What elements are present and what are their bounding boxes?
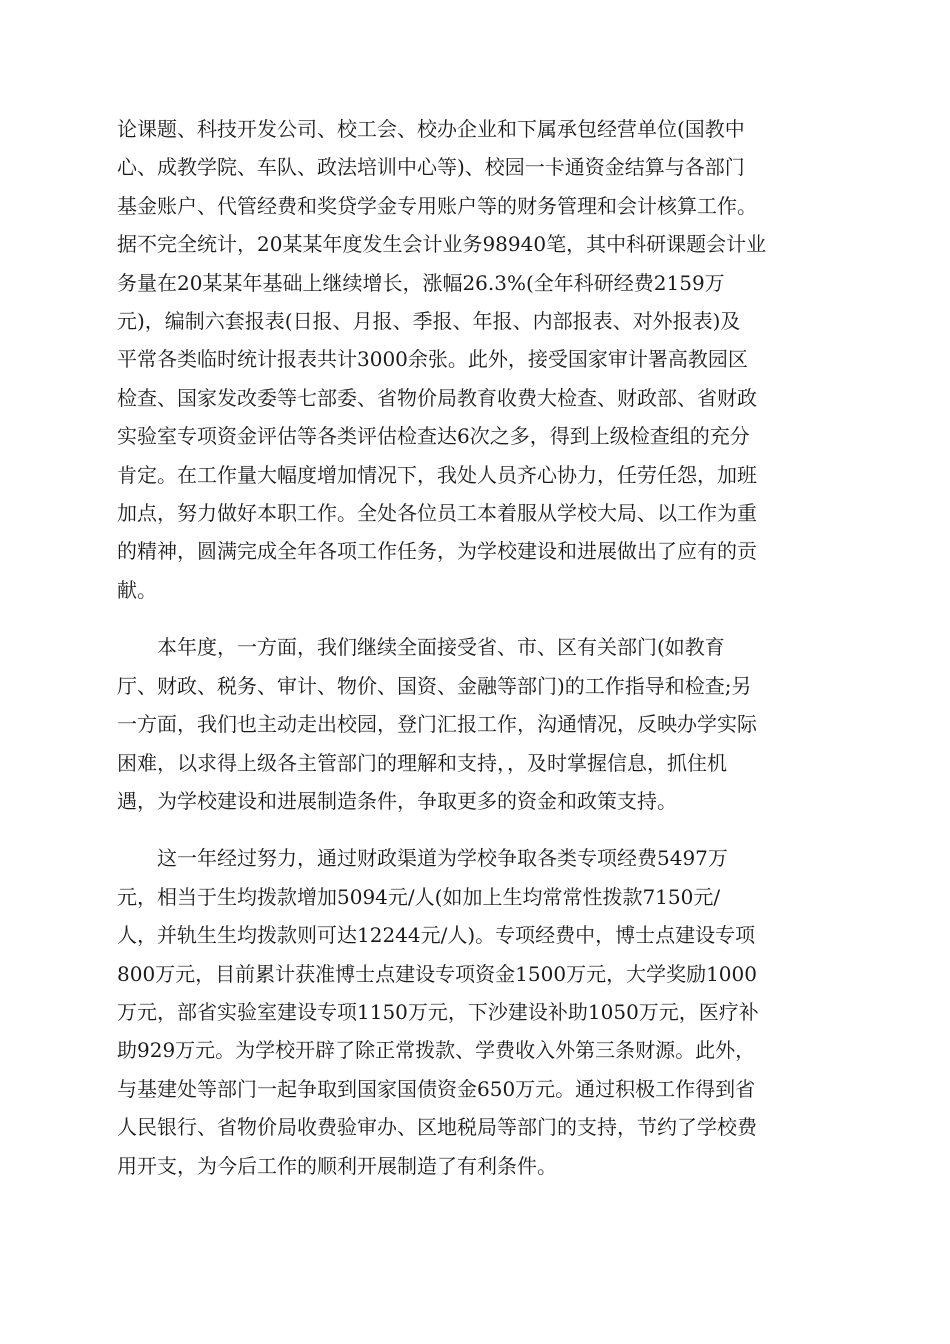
text-line: 元，相当于生均拨款增加5094元/人(如加上生均常常性拨款7150元/	[117, 884, 721, 909]
text-line: 遇，为学校建设和进展制造条件，争取更多的资金和政策支持。	[117, 788, 677, 813]
text-line: 务量在20某某年基础上继续增长，涨幅26.3%(全年科研经费2159万	[117, 270, 725, 295]
text-line: 论课题、科技开发公司、校工会、校办企业和下属承包经营单位(国教中	[117, 117, 745, 141]
text-line: 平常各类临时统计报表共计3000余张。此外，接受国家审计署高教园区	[117, 347, 748, 372]
text-line: 加点，努力做好本职工作。全处各位员工本着服从学校大局、以工作为重	[117, 501, 757, 526]
text-line: 献。	[117, 577, 157, 602]
paragraph-2	[117, 628, 833, 820]
text-line: 人民银行、省物价局收费验审办、区地税局等部门的支持，节约了学校费	[117, 1115, 757, 1140]
text-line: 元)，编制六套报表(日报、月报、季报、年报、内部报表、对外报表)及	[117, 309, 741, 334]
text-line: 助929万元。为学校开辟了除正常拨款、学费收入外第三条财源。此外，	[117, 1038, 756, 1063]
text-line: 实验室专项资金评估等各类评估检查达6次之多，得到上级检查组的充分	[117, 424, 750, 449]
text-line: 心、成教学院、车队、政法培训中心等)、校园一卡通资金结算与各部门	[117, 155, 745, 180]
text-line: 厅、财政、税务、审计、物价、国资、金融等部门)的工作指导和检查;另	[117, 673, 752, 698]
paragraph-3	[117, 839, 833, 1185]
text-line: 万元，部省实验室建设专项1150万元，下沙建设补助1050万元，医疗补	[117, 999, 759, 1024]
text-line: 800万元，目前累计获准博士点建设专项资金1500万元，大学奖励1000	[117, 961, 757, 986]
text-line: 困难，以求得上级各主管部门的理解和支持，，及时掌握信息，抓住机	[117, 750, 727, 775]
text-line: 基金账户、代管经费和奖贷学金专用账户等的财务管理和会计核算工作。	[117, 193, 757, 218]
text-line: 人，并轨生生均拨款则可达12244元/人)。专项经费中，博士点建设专项	[117, 923, 756, 948]
text-line: 的精神，圆满完成全年各项工作任务，为学校建设和进展做出了应有的贡	[117, 539, 757, 564]
text-line: 一方面，我们也主动走出校园，登门汇报工作，沟通情况，反映办学实际	[117, 712, 757, 737]
document-body	[117, 110, 833, 1185]
text-line: 与基建处等部门一起争取到国家国债资金650万元。通过积极工作得到省	[117, 1076, 756, 1101]
text-line: 本年度，一方面，我们继续全面接受省、市、区有关部门(如教育	[157, 635, 725, 660]
text-line: 检查、国家发改委等七部委、省物价局教育收费大检查、财政部、省财政	[117, 385, 757, 410]
text-line: 这一年经过努力，通过财政渠道为学校争取各类专项经费5497万	[157, 846, 728, 871]
text-line: 据不完全统计，20某某年度发生会计业务98940笔，其中科研课题会计业	[117, 232, 767, 257]
text-line: 肯定。在工作量大幅度增加情况下，我处人员齐心协力，任劳任怨，加班	[117, 462, 757, 487]
paragraph-1	[117, 110, 833, 609]
text-line: 用开支，为今后工作的顺利开展制造了有利条件。	[117, 1153, 557, 1178]
